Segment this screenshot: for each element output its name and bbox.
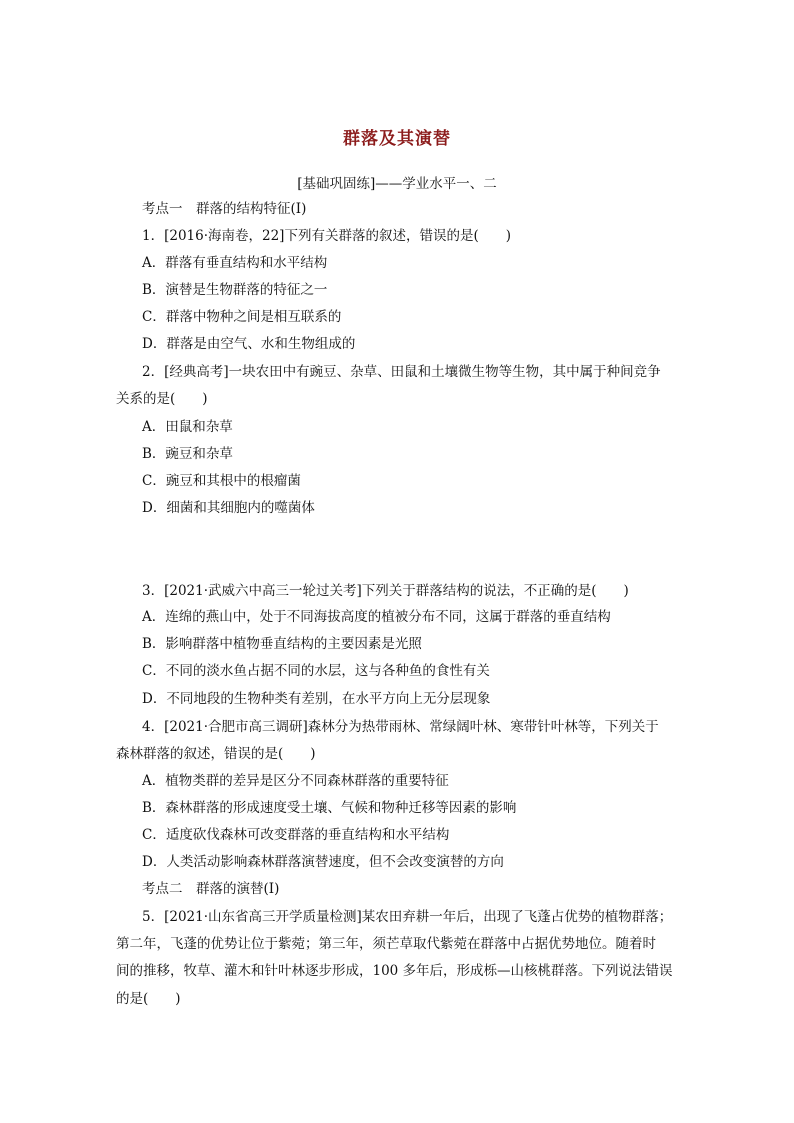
question-3-option-a: A．连绵的燕山中，处于不同海拔高度的植被分布不同，这属于群落的垂直结构 [142, 609, 611, 625]
question-2-option-a: A．田鼠和杂草 [142, 419, 233, 435]
question-4-option-a: A．植物类群的差异是区分不同森林群落的重要特征 [142, 773, 449, 789]
question-1-option-a: A．群落有垂直结构和水平结构 [142, 255, 328, 271]
question-5-line-3: 间的推移，牧草、灌木和针叶林逐步形成，100 多年后，形成栎—山核桃群落。下列说法错误 [116, 963, 673, 979]
question-1-option-d: D．群落是由空气、水和生物组成的 [142, 336, 356, 352]
question-2-option-b: B．豌豆和杂草 [142, 446, 233, 462]
page-title: 群落及其演替 [343, 129, 451, 149]
question-3-option-b: B．影响群落中植物垂直结构的主要因素是光照 [142, 636, 422, 652]
question-1-option-c: C．群落中物种之间是相互联系的 [142, 309, 342, 325]
question-4-option-c: C．适度砍伐森林可改变群落的垂直结构和水平结构 [142, 827, 450, 843]
question-2-stem-line-2: 关系的是( ) [116, 391, 208, 407]
question-5-line-4: 的是( ) [116, 991, 181, 1007]
question-3-option-c: C．不同的淡水鱼占据不同的水层，这与各种鱼的食性有关 [142, 663, 490, 679]
question-1-option-b: B．演替是生物群落的特征之一 [142, 282, 328, 298]
question-3-option-d: D．不同地段的生物种类有差别，在水平方向上无分层现象 [142, 691, 491, 707]
question-3-stem: 3．[2021·武威六中高三一轮过关考]下列关于群落结构的说法，不正确的是( ) [142, 583, 629, 599]
question-4-option-b: B．森林群落的形成速度受土壤、气候和物种迁移等因素的影响 [142, 800, 517, 816]
section-heading-2: 考点二 群落的演替(Ⅰ) [142, 881, 280, 897]
page-subtitle: [基础巩固练]——学业水平一、二 [297, 176, 497, 192]
question-2-option-c: C．豌豆和其根中的根瘤菌 [142, 473, 301, 489]
question-4-stem-line-1: 4．[2021·合肥市高三调研]森林分为热带雨林、常绿阔叶林、寒带针叶林等，下列关于 [142, 719, 659, 735]
section-heading-1: 考点一 群落的结构特征(Ⅰ) [142, 201, 307, 217]
question-1-stem: 1．[2016·海南卷，22]下列有关群落的叙述，错误的是( ) [142, 228, 511, 244]
question-5-line-2: 第二年，飞蓬的优势让位于紫菀；第三年，须芒草取代紫菀在群落中占据优势地位。随着时 [116, 936, 656, 952]
question-2-option-d: D．细菌和其细胞内的噬菌体 [142, 500, 315, 516]
question-5-line-1: 5．[2021·山东省高三开学质量检测]某农田弃耕一年后，出现了飞蓬占优势的植物群落； [142, 909, 673, 925]
question-2-stem-line-1: 2．[经典高考]一块农田中有豌豆、杂草、田鼠和土壤微生物等生物，其中属于种间竞争 [142, 364, 661, 380]
question-4-stem-line-2: 森林群落的叙述，错误的是( ) [116, 746, 316, 762]
question-4-option-d: D．人类活动影响森林群落演替速度，但不会改变演替的方向 [142, 854, 504, 870]
